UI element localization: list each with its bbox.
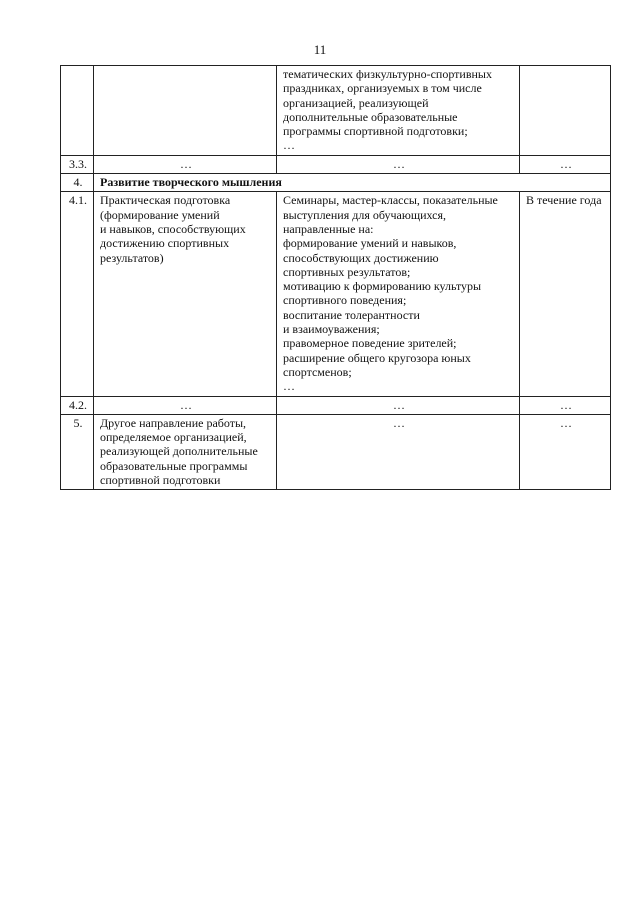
direction-cell: [94, 155, 277, 173]
direction-cell-line: результатов): [100, 250, 164, 265]
content-cell-line: расширение общего кругозора юных: [283, 350, 471, 365]
table-row: [61, 192, 611, 396]
table-row: [61, 396, 611, 414]
content-cell-line: мотивацию к формированию культуры: [283, 279, 482, 294]
content-cell-line: организацией, реализующей: [283, 95, 429, 110]
content-cell-line: праздниках, организуемых в том числе: [283, 81, 482, 96]
direction-cell-line: Практическая подготовка: [100, 193, 231, 208]
row-number: [61, 66, 94, 156]
content-cell: [277, 155, 520, 173]
table-row: [61, 174, 611, 192]
direction-cell: [94, 396, 277, 414]
direction-cell-line: и навыков, способствующих: [100, 221, 246, 236]
content-cell-line: …: [393, 397, 405, 412]
content-cell-line: и взаимоуважения;: [283, 322, 380, 337]
table-row: [61, 155, 611, 173]
content-cell-line: …: [283, 138, 295, 153]
time-cell-line: В течение года: [526, 193, 602, 208]
direction-cell-line: …: [180, 156, 192, 171]
content-cell-line: правомерное поведение зрителей;: [283, 336, 457, 351]
content-cell-line: Семинары, мастер-классы, показательные: [283, 193, 498, 208]
direction-cell-line: определяемое организацией,: [100, 430, 247, 445]
time-cell-line: …: [560, 415, 572, 430]
direction-cell-line: Другое направление работы,: [100, 415, 247, 430]
time-cell: [520, 414, 611, 489]
time-cell: [520, 396, 611, 414]
time-cell-line: …: [560, 156, 572, 171]
row-number: 5.: [61, 414, 94, 489]
time-cell: [520, 192, 611, 396]
content-cell-line: спортивных результатов;: [283, 264, 411, 279]
direction-cell-line: достижению спортивных: [100, 236, 230, 251]
direction-cell-line: спортивной подготовки: [100, 473, 221, 488]
direction-cell: [94, 192, 277, 396]
direction-cell: [94, 414, 277, 489]
content-cell-line: воспитание толерантности: [283, 307, 420, 322]
row-number: 4.1.: [61, 192, 94, 396]
time-cell: [520, 66, 611, 156]
table-row: [61, 414, 611, 489]
plan-table-body: [61, 66, 611, 490]
content-cell-line: …: [393, 415, 405, 430]
content-cell-line: …: [393, 156, 405, 171]
direction-cell-line: образовательные программы: [100, 458, 248, 473]
row-number: 4.2.: [61, 396, 94, 414]
section-title: Развитие творческого мышления: [94, 174, 611, 192]
row-number: 4.: [61, 174, 94, 192]
content-cell-line: спортсменов;: [283, 364, 352, 379]
content-cell-line: выступления для обучающихся,: [283, 207, 446, 222]
content-cell-line: дополнительные образовательные: [283, 109, 458, 124]
content-cell-line: направленные на:: [283, 221, 374, 236]
table-row: [61, 66, 611, 156]
direction-cell-line: …: [180, 397, 192, 412]
content-cell-line: тематических физкультурно-спортивных: [283, 67, 492, 81]
time-cell: [520, 155, 611, 173]
content-cell: [277, 66, 520, 156]
page-number: 11: [313, 42, 327, 57]
direction-cell-line: (формирование умений: [100, 207, 220, 222]
time-cell-line: …: [560, 397, 572, 412]
direction-cell: [94, 66, 277, 156]
plan-table: [60, 65, 611, 490]
content-cell-line: спортивного поведения;: [283, 293, 407, 308]
content-cell: [277, 192, 520, 396]
content-cell-line: …: [283, 379, 295, 394]
content-cell-line: формирование умений и навыков,: [283, 236, 457, 251]
content-cell: [277, 414, 520, 489]
row-number: 3.3.: [61, 155, 94, 173]
direction-cell-line: реализующей дополнительные: [100, 444, 258, 459]
content-cell-line: программы спортивной подготовки;: [283, 124, 468, 139]
content-cell-line: способствующих достижению: [283, 250, 439, 265]
content-cell: [277, 396, 520, 414]
